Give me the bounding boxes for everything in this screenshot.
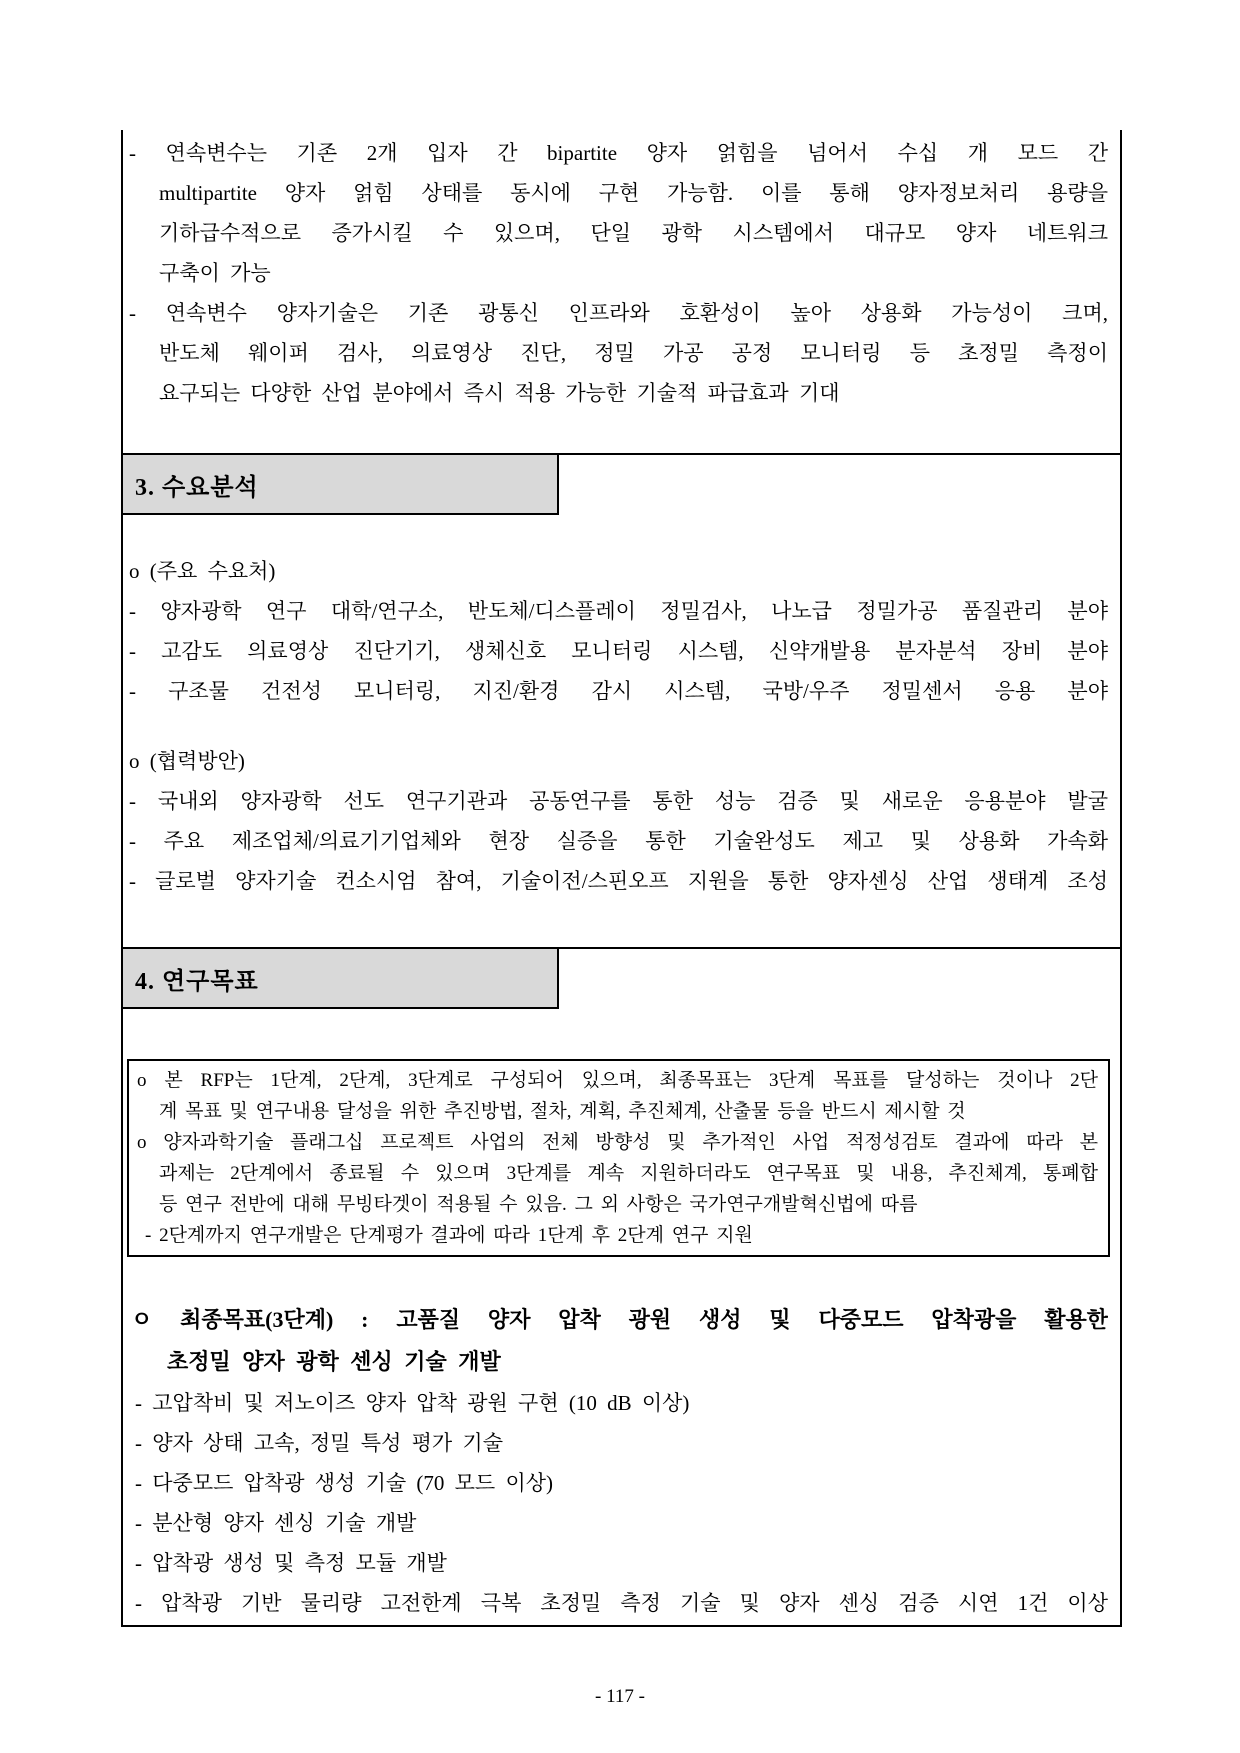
final-goal-heading-line-1: ㅇ 최종목표(3단계) : 고품질 양자 압착 광원 생성 및 다중모드 압착광을 활용한 bbox=[131, 1307, 1108, 1332]
final-goal-heading-line-2: 초정밀 양자 광학 센싱 기술 개발 bbox=[167, 1349, 501, 1374]
page-number: - 117 - bbox=[595, 1686, 645, 1707]
intro-line: 구축이 가능 bbox=[159, 261, 271, 285]
section-3-title: 3. 수요분석 bbox=[135, 474, 259, 501]
coop-label-line: o (협력방안) bbox=[129, 749, 245, 773]
section-4-header bbox=[121, 949, 559, 1009]
intro-line: - 연속변수 양자기술은 기존 광통신 인프라와 호환성이 높아 상용화 가능성이 크며, bbox=[129, 301, 1108, 325]
final-goal-item-line: - 압착광 생성 및 측정 모듈 개발 bbox=[135, 1551, 447, 1575]
notice-line: - 2단계까지 연구개발은 단계평가 결과에 따라 1단계 후 2단계 연구 지원 bbox=[145, 1225, 753, 1246]
coop-item-line: - 글로벌 양자기술 컨소시엄 참여, 기술이전/스핀오프 지원을 통한 양자센싱 산업 생태계 조성 bbox=[129, 869, 1108, 893]
section-4-cell bbox=[121, 949, 1122, 1627]
notice-line: 과제는 2단계에서 종료될 수 있으며 3단계를 계속 지원하더라도 연구목표 및 내용, 추진체계, 통폐합 bbox=[159, 1163, 1098, 1184]
section-4-title: 4. 연구목표 bbox=[135, 968, 259, 995]
final-goal-item-line: - 고압착비 및 저노이즈 양자 압착 광원 구현 (10 dB 이상) bbox=[135, 1391, 690, 1415]
section-3-cell bbox=[121, 455, 1122, 949]
demand-item-line: - 고감도 의료영상 진단기기, 생체신호 모니터링 시스템, 신약개발용 분자분석 장비 분야 bbox=[129, 639, 1108, 663]
intro-line: 반도체 웨이퍼 검사, 의료영상 진단, 정밀 가공 공정 모니터링 등 초정밀 측정이 bbox=[159, 341, 1108, 365]
section-3-header bbox=[121, 455, 559, 515]
intro-line: 요구되는 다양한 산업 분야에서 즉시 적용 가능한 기술적 파급효과 기대 bbox=[159, 381, 840, 405]
notice-line: 등 연구 전반에 대해 무빙타겟이 적용될 수 있음. 그 외 사항은 국가연구개발혁신법에 따름 bbox=[159, 1194, 918, 1215]
coop-item-line: - 국내외 양자광학 선도 연구기관과 공동연구를 통한 성능 검증 및 새로운 응용분야 발굴 bbox=[129, 789, 1108, 813]
notice-line: o 본 RFP는 1단계, 2단계, 3단계로 구성되어 있으며, 최종목표는 3단계 목표를 달성하는 것이나 2단 bbox=[137, 1070, 1098, 1091]
intro-cell bbox=[121, 130, 1122, 455]
intro-line: 기하급수적으로 증가시킬 수 있으며, 단일 광학 시스템에서 대규모 양자 네트워크 bbox=[159, 221, 1108, 245]
notice-line: 계 목표 및 연구내용 달성을 위한 추진방법, 절차, 계획, 추진체계, 산출물 등을 반드시 제시할 것 bbox=[159, 1101, 966, 1122]
final-goal-item-line: - 분산형 양자 센싱 기술 개발 bbox=[135, 1511, 417, 1535]
final-goal-items bbox=[131, 1383, 1108, 1623]
final-goal-item-line: - 압착광 기반 물리량 고전한계 극복 초정밀 측정 기술 및 양자 센싱 검증 시연 1건 이상 bbox=[135, 1591, 1108, 1615]
notice-line: o 양자과학기술 플래그십 프로젝트 사업의 전체 방향성 및 추가적인 사업 적정성검토 결과에 따라 본 bbox=[137, 1132, 1098, 1153]
intro-line: - 연속변수는 기존 2개 입자 간 bipartite 양자 얽힘을 넘어서 수십 개 모드 간 bbox=[129, 141, 1108, 165]
content-table bbox=[121, 130, 1122, 1627]
section-3-body bbox=[123, 551, 1120, 901]
demand-label-line: o (주요 수요처) bbox=[129, 559, 276, 583]
final-goal-item-line: - 양자 상태 고속, 정밀 특성 평가 기술 bbox=[135, 1431, 503, 1455]
demand-item-line: - 구조물 건전성 모니터링, 지진/환경 감시 시스템, 국방/우주 정밀센서 응용 분야 bbox=[129, 679, 1108, 703]
final-goal-block bbox=[123, 1299, 1120, 1623]
coop-item-line: - 주요 제조업체/의료기기업체와 현장 실증을 통한 기술완성도 제고 및 상용화 가속화 bbox=[129, 829, 1108, 853]
final-goal-item-line: - 다중모드 압착광 생성 기술 (70 모드 이상) bbox=[135, 1471, 554, 1495]
intro-line: multipartite 양자 얽힘 상태를 동시에 구현 가능함. 이를 통해 양자정보처리 용량을 bbox=[159, 181, 1108, 205]
rfp-notice-box bbox=[127, 1059, 1110, 1257]
demand-item-line: - 양자광학 연구 대학/연구소, 반도체/디스플레이 정밀검사, 나노급 정밀가공 품질관리 분야 bbox=[129, 599, 1108, 623]
